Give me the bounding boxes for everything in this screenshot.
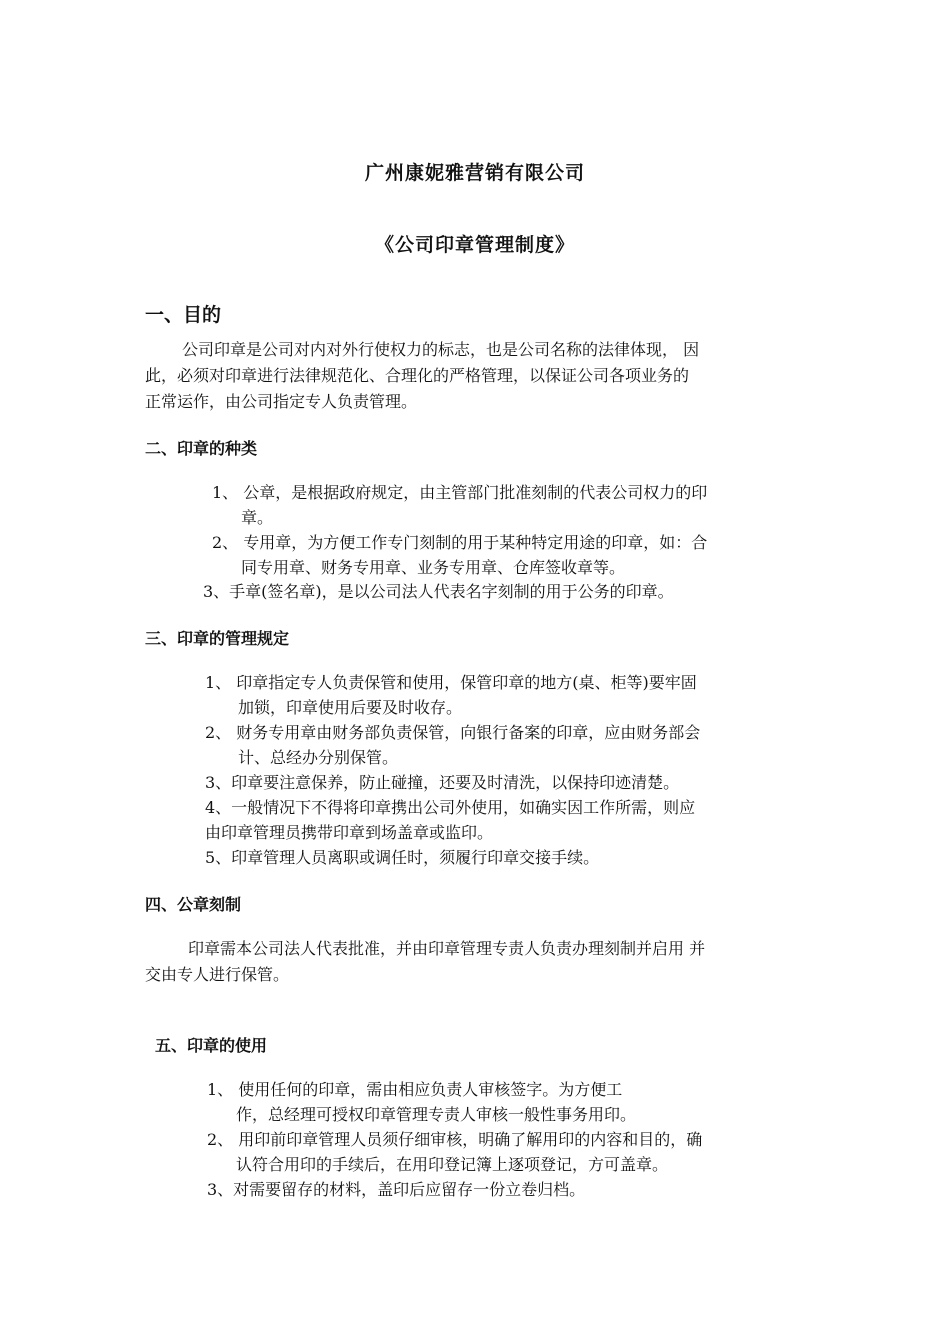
section-5-item-1-line-1: 1、 使用任何的印章，需由相应负责人审核签字。为方便工 xyxy=(207,1080,623,1099)
section-3-item-2-line-1: 2、 财务专用章由财务部负责保管，向银行备案的印章，应由财务部会 xyxy=(205,723,701,742)
section-2-item-1-line-1: 1、 公章，是根据政府规定，由主管部门批准刻制的代表公司权力的印 xyxy=(212,483,708,502)
section-4-line-2: 交由专人进行保管。 xyxy=(145,965,290,984)
section-2-item-3: 3、手章(签名章)，是以公司法人代表名字刻制的用于公务的印章。 xyxy=(203,582,674,601)
section-3-item-1-line-2: 加锁，印章使用后要及时收存。 xyxy=(238,698,463,717)
section-3-item-4-line-1: 4、一般情况下不得将印章携出公司外使用，如确实因工作所需，则应 xyxy=(205,798,696,817)
section-3-heading: 三、印章的管理规定 xyxy=(145,629,290,648)
section-5-heading: 五、印章的使用 xyxy=(155,1036,268,1055)
document-title: 《公司印章管理制度》 xyxy=(374,234,575,256)
section-2-item-2-line-2: 同专用章、财务专用章、业务专用章、仓库签收章等。 xyxy=(241,558,626,577)
section-3-item-2-line-2: 计、总经办分别保管。 xyxy=(238,748,399,767)
section-3-item-1-line-1: 1、 印章指定专人负责保管和使用，保管印章的地方(桌、柜等)要牢固 xyxy=(205,673,697,692)
section-3-item-4-line-2: 由印章管理员携带印章到场盖章或监印。 xyxy=(205,823,494,842)
section-5-item-2-line-2: 认符合用印的手续后，在用印登记簿上逐项登记，方可盖章。 xyxy=(236,1155,669,1174)
section-2-item-1-line-2: 章。 xyxy=(241,508,274,527)
section-5-item-2-line-1: 2、 用印前印章管理人员须仔细审核，明确了解用印的内容和目的，确 xyxy=(207,1130,703,1149)
section-5-item-3: 3、对需要留存的材料，盖印后应留存一份立卷归档。 xyxy=(207,1180,586,1199)
section-3-item-3: 3、印章要注意保养，防止碰撞，还要及时清洗，以保持印迹清楚。 xyxy=(205,773,680,792)
section-4-heading: 四、公章刻制 xyxy=(145,895,242,914)
section-2-heading: 二、印章的种类 xyxy=(145,439,258,458)
section-3-item-5: 5、印章管理人员离职或调任时，须履行印章交接手续。 xyxy=(205,848,600,867)
section-1-line-2: 此，必须对印章进行法律规范化、合理化的严格管理，以保证公司各项业务的 xyxy=(145,366,690,385)
section-4-line-1: 印章需本公司法人代表批准，并由印章管理专责人负责办理刻制并启用 并 xyxy=(188,939,706,958)
section-1-heading: 一、目的 xyxy=(145,304,222,326)
section-2-item-2-line-1: 2、 专用章，为方便工作专门刻制的用于某种特定用途的印章，如：合 xyxy=(212,533,708,552)
section-5-item-1-line-2: 作，总经理可授权印章管理专责人审核一般性事务用印。 xyxy=(236,1105,637,1124)
section-1-line-1: 公司印章是公司对内对外行使权力的标志，也是公司名称的法律体现， 因 xyxy=(182,340,700,359)
company-name: 广州康妮雅营销有限公司 xyxy=(364,162,585,184)
section-1-line-3: 正常运作，由公司指定专人负责管理。 xyxy=(145,392,418,411)
